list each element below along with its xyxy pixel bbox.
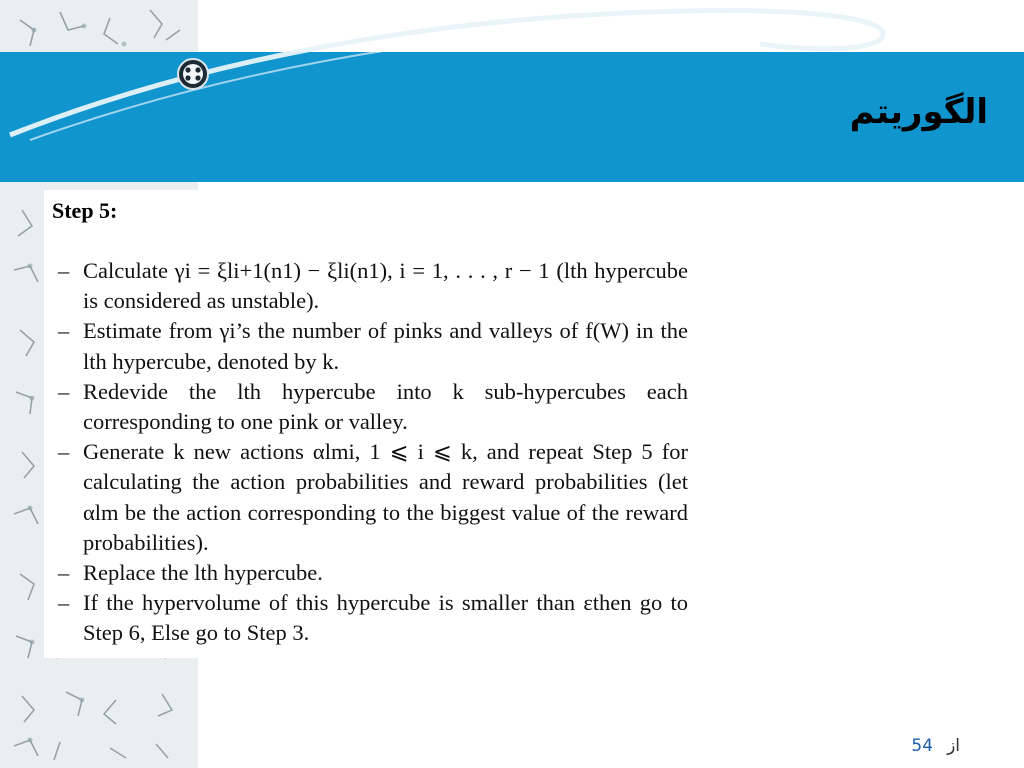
bullet-dash: – xyxy=(58,378,70,404)
step-list xyxy=(58,256,688,649)
bullet-dash: – xyxy=(58,560,70,586)
list-item-text: Calculate γi = ξli+1(n1) − ξli(n1), i = 1, . . . , r − 1 (lth hypercube is considered as unstable). xyxy=(83,258,688,314)
page-number-value: 54 xyxy=(911,736,934,756)
list-item xyxy=(58,558,688,588)
bullet-dash: – xyxy=(58,590,70,616)
list-item xyxy=(58,588,688,648)
list-item xyxy=(58,316,688,376)
slide-title: الگوریتم xyxy=(849,92,988,132)
list-item xyxy=(58,377,688,437)
content-image xyxy=(44,190,692,658)
page-number xyxy=(911,736,960,756)
list-item-text: If the hypervolume of this hypercube is smaller than εthen go to Step 6, Else go to Step 3. xyxy=(83,590,688,646)
list-item-text: Generate k new actions αlmi, 1 ⩽ i ⩽ k, and repeat Step 5 for calculating the action probabilities and reward probabilities (let αlm be the action corresponding to the biggest value of the reward probabilities). xyxy=(83,439,688,555)
list-item-text: Estimate from γi’s the number of pinks and valleys of f(W) in the lth hypercube, denoted by k. xyxy=(83,318,688,374)
list-item xyxy=(58,437,688,558)
bullet-dash: – xyxy=(58,318,70,344)
bullet-dash: – xyxy=(58,439,70,465)
list-item-text: Replace the lth hypercube. xyxy=(83,560,323,586)
circle-orb-icon xyxy=(176,57,210,91)
list-item-text: Redevide the lth hypercube into k sub-hypercubes each corresponding to one pink or valley. xyxy=(83,378,688,435)
page-of-label: از xyxy=(947,736,960,756)
list-item xyxy=(58,256,688,316)
step-heading: Step 5: xyxy=(52,198,118,223)
bullet-dash: – xyxy=(58,258,70,283)
